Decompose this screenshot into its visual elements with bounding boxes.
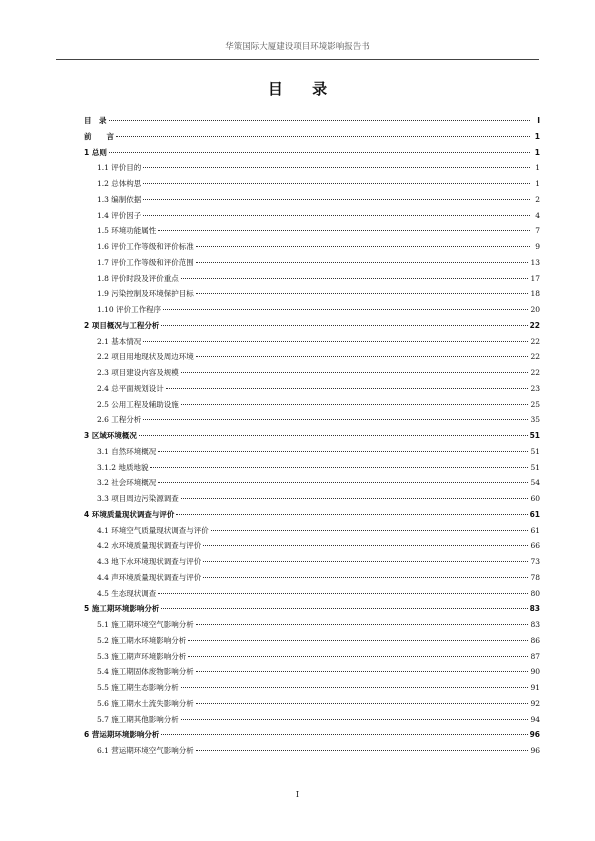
- toc-entry-label: 1.3 编制依据: [97, 194, 142, 204]
- toc-entry[interactable]: [84, 412, 540, 428]
- toc-entry-page: 96: [530, 746, 540, 755]
- toc-entry[interactable]: [84, 381, 540, 397]
- toc-leader-dots: [196, 262, 529, 263]
- toc-entry-page: 18: [530, 289, 540, 299]
- toc-entry[interactable]: [84, 523, 540, 539]
- toc-entry-page: 54: [530, 478, 540, 488]
- toc-entry-page: 96: [529, 730, 540, 740]
- toc-leader-dots: [139, 435, 528, 436]
- toc-entry[interactable]: [84, 223, 540, 239]
- toc-entry-label: 4.4 声环境质量现状调查与评价: [97, 572, 202, 582]
- toc-entry-page: 1: [534, 147, 540, 157]
- toc-leader-dots: [181, 719, 529, 720]
- toc-entry-page: 1: [535, 163, 540, 173]
- toc-leader-dots: [196, 356, 529, 357]
- toc-leader-dots: [181, 404, 529, 405]
- toc-leader-dots: [203, 561, 528, 562]
- toc-entry-page: 51: [530, 446, 540, 456]
- toc-leader-dots: [181, 687, 529, 688]
- toc-leader-dots: [166, 388, 529, 389]
- toc-entry-page: 13: [530, 257, 540, 267]
- toc-entry-label: 2 项目概况与工程分析: [84, 320, 160, 330]
- toc-entry[interactable]: [84, 664, 540, 680]
- toc-entry-label: 2.1 基本情况: [97, 336, 142, 346]
- toc-entry-page: 4: [535, 210, 540, 220]
- toc-entry-page: 73: [530, 557, 540, 566]
- toc-entry-label: 3.2 社会环境概况: [97, 478, 157, 488]
- toc-entry-label: 1.10 评价工作程序: [97, 305, 162, 314]
- toc-entry-page: 51: [530, 462, 540, 472]
- toc-entry-label: 目 录: [84, 116, 107, 125]
- toc-entry-label: 4 环境质量现状调查与评价: [84, 509, 175, 519]
- toc-entry[interactable]: [84, 397, 540, 413]
- toc-entry-page: 61: [529, 509, 540, 519]
- toc-entry-label: 4.2 水环境质量现状调查与评价: [97, 541, 202, 551]
- toc-entry-page: 90: [530, 667, 540, 677]
- toc-entry-page: 22: [530, 336, 540, 346]
- toc-entry[interactable]: [84, 444, 540, 460]
- toc-entry[interactable]: [84, 601, 540, 617]
- toc-entry[interactable]: [84, 334, 540, 350]
- toc-entry-page: I: [537, 116, 540, 125]
- toc-leader-dots: [163, 309, 528, 310]
- toc-entry[interactable]: [84, 743, 540, 759]
- toc-entry-label: 5.3 施工期声环境影响分析: [97, 651, 187, 661]
- toc-leader-dots: [188, 640, 528, 641]
- toc-entry-label: 1.8 评价时段及评价重点: [97, 273, 179, 283]
- toc-leader-dots: [143, 183, 530, 184]
- toc-entry-label: 5 施工期环境影响分析: [84, 604, 160, 614]
- toc-entry-label: 2.5 公用工程及辅助设施: [97, 399, 179, 409]
- toc-leader-dots: [181, 372, 529, 373]
- toc-entry-page: 2: [535, 194, 540, 204]
- toc-entry[interactable]: [84, 365, 540, 381]
- toc-entry-page: 1: [535, 179, 540, 188]
- page-title: 目 录: [267, 80, 340, 98]
- page-number: I: [295, 790, 300, 799]
- toc-entry[interactable]: [84, 318, 540, 334]
- toc-leader-dots: [143, 419, 528, 420]
- toc-leader-dots: [203, 545, 528, 546]
- toc-entry-page: 35: [530, 415, 540, 425]
- toc-entry[interactable]: [84, 349, 540, 365]
- toc-leader-dots: [188, 656, 528, 657]
- toc-entry[interactable]: [84, 271, 540, 287]
- toc-entry[interactable]: [84, 570, 540, 586]
- toc-leader-dots: [158, 451, 528, 452]
- toc-entry[interactable]: [84, 554, 540, 570]
- toc-leader-dots: [161, 734, 527, 735]
- toc-entry-label: 5.5 施工期生态影响分析: [97, 683, 179, 692]
- toc-entry-label: 1.6 评价工作等级和评价标准: [97, 242, 194, 251]
- toc-entry[interactable]: [84, 176, 540, 192]
- toc-entry[interactable]: [84, 491, 540, 507]
- toc-leader-dots: [161, 608, 527, 609]
- toc-leader-dots: [181, 498, 529, 499]
- toc-entry[interactable]: [84, 428, 540, 444]
- toc-leader-dots: [158, 593, 528, 594]
- toc-entry-label: 5.2 施工期水环境影响分析: [97, 635, 187, 645]
- toc-entry-page: 25: [530, 399, 540, 409]
- toc-entry-label: 4.3 地下水环境现状调查与评价: [97, 557, 202, 566]
- toc-entry-page: 51: [529, 431, 540, 440]
- toc-leader-dots: [196, 703, 529, 704]
- toc-entry[interactable]: [84, 192, 540, 208]
- toc-entry-label: 5.4 施工期固体废物影响分析: [97, 667, 194, 677]
- header-divider: [56, 59, 539, 60]
- toc-entry-page: 87: [530, 651, 540, 661]
- toc-entry-page: 20: [530, 305, 540, 314]
- toc-entry[interactable]: [84, 507, 540, 523]
- toc-entry-label: 4.5 生态现状调查: [97, 588, 157, 598]
- toc-entry-label: 1 总则: [84, 147, 107, 157]
- toc-entry-label: 2.4 总平面规划设计: [97, 383, 164, 393]
- toc-entry[interactable]: [84, 538, 540, 554]
- toc-entry-label: 6 营运期环境影响分析: [84, 730, 160, 740]
- toc-entry-label: 2.6 工程分析: [97, 415, 142, 425]
- toc-entry-page: 80: [530, 588, 540, 598]
- toc-entry-page: 7: [535, 226, 540, 236]
- toc-entry[interactable]: [84, 475, 540, 491]
- toc-entry[interactable]: [84, 712, 540, 728]
- toc-entry[interactable]: [84, 160, 540, 176]
- toc-leader-dots: [158, 482, 528, 483]
- toc-entry-label: 3.3 项目周边污染源调查: [97, 494, 179, 503]
- toc-entry-label: 5.6 施工期水土流失影响分析: [97, 698, 194, 708]
- toc-entry-label: 3 区域环境概况: [84, 431, 137, 440]
- toc-entry-page: 61: [530, 525, 540, 535]
- toc-leader-dots: [203, 577, 528, 578]
- toc-leader-dots: [109, 152, 530, 153]
- toc-leader-dots: [196, 750, 529, 751]
- toc-entry-label: 4.1 环境空气质量现状调查与评价: [97, 525, 209, 535]
- toc-entry-label: 2.2 项目用地现状及周边环境: [97, 352, 194, 362]
- toc-entry[interactable]: [84, 302, 540, 318]
- toc-entry-label: 5.7 施工期其他影响分析: [97, 714, 179, 724]
- toc-entry[interactable]: [84, 239, 540, 255]
- toc-entry-page: 86: [530, 635, 540, 645]
- toc-entry-label: 1.1 评价目的: [97, 163, 142, 173]
- toc-leader-dots: [109, 120, 531, 121]
- toc-entry-label: 3.1.2 地质地貌: [97, 462, 149, 472]
- toc-leader-dots: [143, 199, 530, 200]
- toc-entry-page: 22: [530, 368, 540, 377]
- toc-leader-dots: [161, 325, 527, 326]
- toc-entry-page: 91: [530, 683, 540, 692]
- table-of-contents: [84, 113, 540, 759]
- toc-entry[interactable]: [84, 145, 540, 161]
- toc-entry-label: 6.1 营运期环境空气影响分析: [97, 746, 194, 755]
- toc-entry-page: 22: [530, 352, 540, 362]
- toc-leader-dots: [150, 467, 528, 468]
- toc-entry-page: 92: [530, 698, 540, 708]
- toc-entry-page: 83: [530, 620, 540, 629]
- toc-entry-page: 9: [535, 242, 540, 251]
- toc-entry[interactable]: [84, 255, 540, 271]
- toc-entry[interactable]: [84, 286, 540, 302]
- toc-entry[interactable]: [84, 586, 540, 602]
- toc-leader-dots: [143, 341, 528, 342]
- toc-leader-dots: [143, 167, 530, 168]
- toc-entry-page: 1: [534, 131, 540, 141]
- toc-leader-dots: [196, 246, 530, 247]
- toc-entry-label: 1.9 污染控制及环境保护目标: [97, 289, 194, 299]
- toc-entry-page: 94: [530, 714, 540, 724]
- toc-leader-dots: [143, 215, 530, 216]
- toc-entry-label: 1.2 总体构思: [97, 179, 142, 188]
- toc-leader-dots: [211, 530, 529, 531]
- toc-leader-dots: [116, 136, 530, 137]
- toc-entry-page: 22: [529, 320, 540, 330]
- toc-entry[interactable]: [84, 617, 540, 633]
- toc-entry[interactable]: [84, 208, 540, 224]
- toc-entry[interactable]: [84, 727, 540, 743]
- toc-leader-dots: [196, 624, 529, 625]
- toc-entry-page: 17: [530, 273, 540, 283]
- toc-entry[interactable]: [84, 460, 540, 476]
- toc-entry-label: 5.1 施工期环境空气影响分析: [97, 620, 194, 629]
- toc-entry-label: 前 言: [84, 131, 114, 141]
- toc-entry[interactable]: [84, 113, 540, 129]
- toc-entry-page: 66: [530, 541, 540, 551]
- toc-entry-label: 3.1 自然环境概况: [97, 446, 157, 456]
- toc-entry[interactable]: [84, 696, 540, 712]
- toc-leader-dots: [176, 514, 527, 515]
- toc-entry-label: 1.4 评价因子: [97, 210, 142, 220]
- toc-entry-page: 83: [529, 604, 540, 614]
- toc-entry-label: 2.3 项目建设内容及规模: [97, 368, 179, 377]
- toc-entry-page: 78: [530, 572, 540, 582]
- toc-entry[interactable]: [84, 649, 540, 665]
- toc-leader-dots: [196, 293, 529, 294]
- toc-leader-dots: [196, 671, 529, 672]
- toc-entry-label: 1.7 评价工作等级和评价范围: [97, 257, 194, 267]
- running-header: 华策国际大厦建设项目环境影响报告书: [225, 42, 370, 52]
- toc-leader-dots: [181, 278, 529, 279]
- toc-entry[interactable]: [84, 680, 540, 696]
- toc-entry-page: 23: [530, 383, 540, 393]
- toc-leader-dots: [158, 230, 530, 231]
- toc-entry-page: 60: [530, 494, 540, 503]
- toc-entry[interactable]: [84, 129, 540, 145]
- toc-entry-label: 1.5 环境功能属性: [97, 226, 157, 236]
- toc-entry[interactable]: [84, 633, 540, 649]
